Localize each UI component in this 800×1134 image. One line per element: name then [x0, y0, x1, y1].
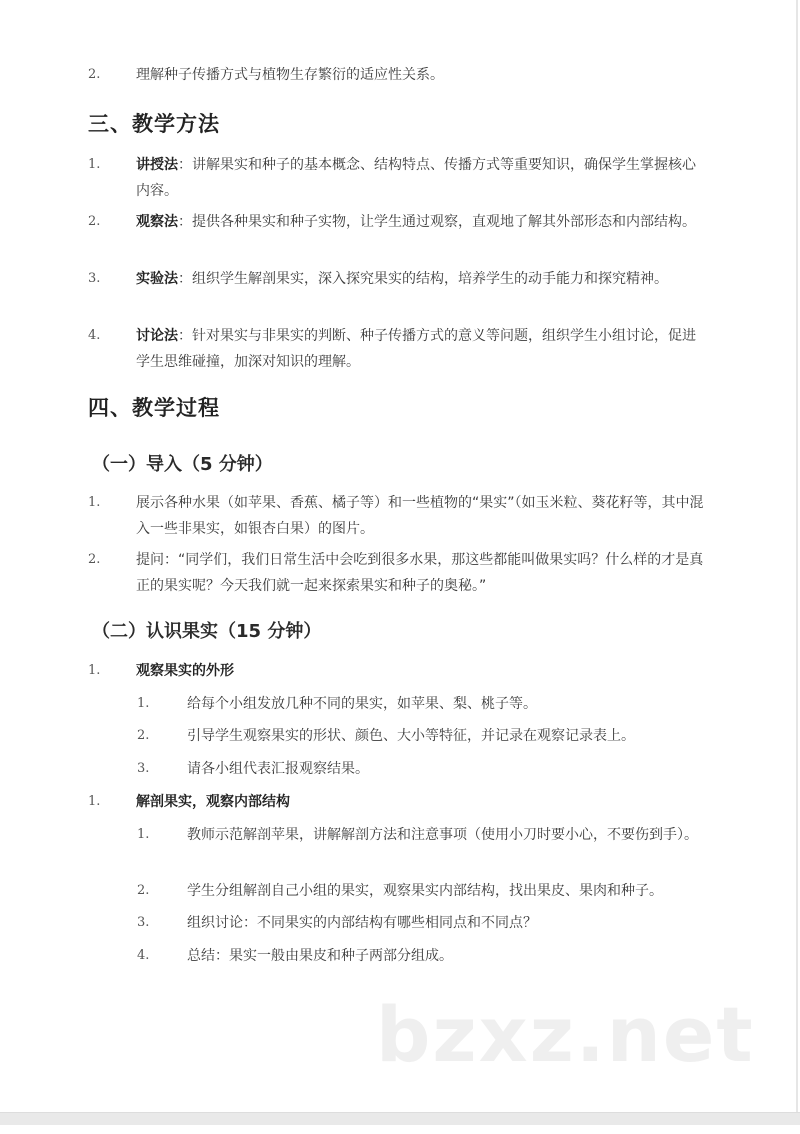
sub-list-item: 3. 组织讨论：不同果实的内部结构有哪些相同点和不同点？ [137, 915, 537, 931]
list-item: 4. 讨论法：针对果实与非果实的判断、种子传播方式的意义等问题，组织学生小组讨论，促进学生思维碰撞，加深对知识的理解。 [88, 328, 696, 370]
list-item: 1. 展示各种水果（如苹果、香蕉、橘子等）和一些植物的“果实”（如玉米粒、葵花籽等，其中混入一些非果实，如银杏白果）的图片。 [88, 495, 704, 537]
sub-list-item: 1. 教师示范解剖苹果，讲解解剖方法和注意事项（使用小刀时要小心，不要伤到手）。 [137, 827, 698, 843]
list-item: 2. 理解种子传播方式与植物生存繁衍的适应性关系。 [88, 67, 444, 83]
list-item: 3. 实验法：组织学生解剖果实，深入探究果实的结构，培养学生的动手能力和探究精神。 [88, 271, 668, 287]
next-page-top [0, 1125, 800, 1134]
sub-list-item: 4. 总结：果实一般由果皮和种子两部分组成。 [137, 948, 453, 964]
sub-list-item: 1. 给每个小组发放几种不同的果实，如苹果、梨、桃子等。 [137, 696, 537, 712]
list-item: 1. 讲授法：讲解果实和种子的基本概念、结构特点、传播方式等重要知识，确保学生掌握核心内容。 [88, 157, 696, 199]
sub-list-item: 3. 请各小组代表汇报观察结果。 [137, 761, 369, 777]
page-separator [0, 1112, 800, 1126]
list-item: 1. 观察果实的外形 [88, 663, 234, 679]
section-heading-methods: 三、教学方法 [88, 112, 220, 136]
section-heading-process: 四、教学过程 [88, 396, 220, 420]
subsection-heading-intro: （一）导入（5 分钟） [92, 454, 273, 475]
list-item: 2. 提问：“同学们，我们日常生活中会吃到很多水果，那这些都能叫做果实吗？什么样的才是真正的果实呢？今天我们就一起来探索果实和种子的奥秘。” [88, 552, 704, 594]
subsection-heading-fruit: （二）认识果实（15 分钟） [92, 621, 322, 642]
sub-list-item: 2. 学生分组解剖自己小组的果实，观察果实内部结构，找出果皮、果肉和种子。 [137, 883, 663, 899]
watermark: bzxz.net [376, 990, 755, 1079]
sub-list-item: 2. 引导学生观察果实的形状、颜色、大小等特征，并记录在观察记录表上。 [137, 728, 635, 744]
list-item: 2. 观察法：提供各种果实和种子实物，让学生通过观察，直观地了解其外部形态和内部结构。 [88, 214, 696, 230]
list-item: 1. 解剖果实，观察内部结构 [88, 794, 290, 810]
